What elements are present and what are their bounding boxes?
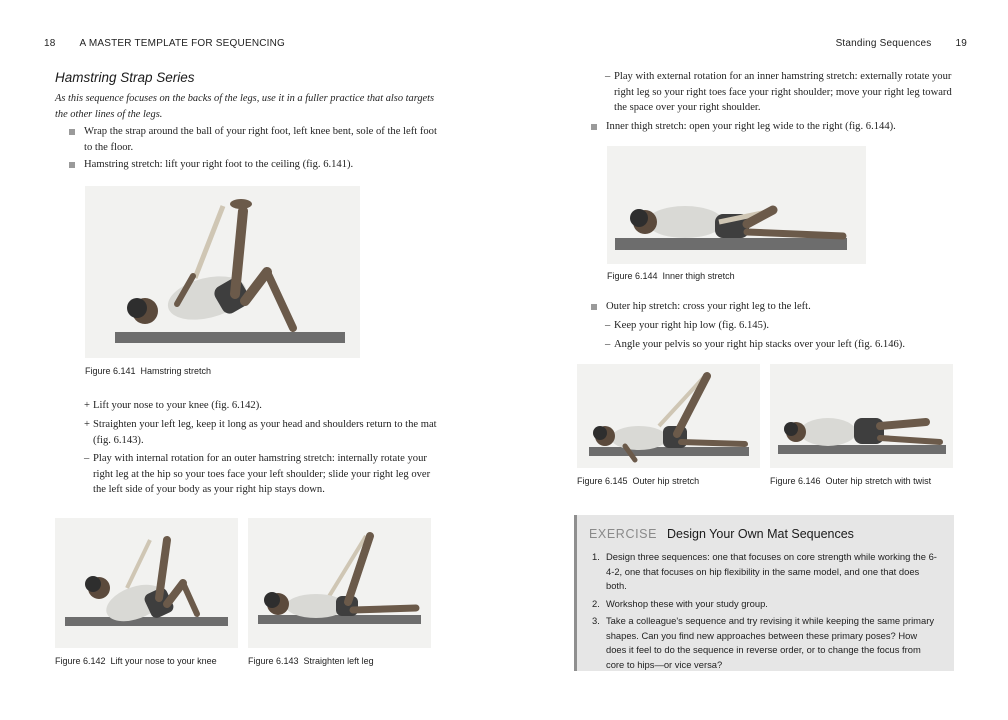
figure-6-146-photo	[770, 364, 953, 468]
bullet-text: Inner thigh stretch: open your right leg wide to the right (fig. 6.144).	[606, 121, 896, 132]
bullet-item	[591, 119, 956, 135]
dash-marker: –	[84, 453, 90, 464]
bullet-item	[591, 299, 956, 315]
right-running-header	[836, 38, 967, 49]
sub-item-text: Play with internal rotation for an outer hamstring stretch: internally rotate your right leg at the hip so your toes face your left shoulder; slide your right leg over the left side of your body as your right hip stays down.	[93, 453, 431, 495]
sub-item	[84, 398, 439, 414]
plus-marker: +	[84, 400, 90, 411]
dash-marker: –	[605, 320, 611, 331]
section-title: Hamstring Strap Series	[55, 70, 195, 85]
sub-item	[605, 69, 957, 116]
bullet-item	[69, 157, 439, 173]
straighten-left-leg-illustration	[248, 518, 431, 648]
square-bullet-icon	[591, 124, 597, 130]
figure-6-143-photo	[248, 518, 431, 648]
figure-caption-text: Outer hip stretch	[632, 476, 700, 486]
square-bullet-icon	[69, 162, 75, 168]
sub-item	[605, 318, 957, 334]
figure-label: Figure 6.141	[85, 366, 136, 376]
exercise-item	[589, 597, 940, 612]
figure-6-146-caption	[770, 476, 931, 486]
sub-item	[84, 417, 439, 448]
exercise-item-text: Design three sequences: one that focuses on core strength while working the 6-4-2, one that focuses on hip flexibility in the same model, and one that does both.	[606, 551, 937, 591]
right-header-title: Standing Sequences	[835, 38, 932, 49]
nose-to-knee-illustration	[55, 518, 238, 648]
exercise-item-number: 3.	[592, 615, 600, 626]
exercise-item-text: Take a colleague's sequence and try revising it while keeping the same primary shapes. Can you find new approaches between these primary poses? How does it feel to do the sequence in reverse order, or to change the focus from core to hips—or vice versa?	[606, 615, 935, 670]
figure-6-144-caption	[607, 271, 735, 281]
figure-label: Figure 6.146	[770, 476, 821, 486]
sub-item-text: Angle your pelvis so your right hip stacks over your left (fig. 6.146).	[614, 339, 905, 350]
exercise-panel	[574, 515, 954, 671]
right-page-number: 19	[955, 38, 967, 49]
left-page-number: 18	[44, 38, 56, 49]
exercise-item-text: Workshop these with your study group.	[606, 597, 768, 609]
sub-item-text: Keep your right hip low (fig. 6.145).	[614, 320, 770, 331]
figure-caption-text: Hamstring stretch	[140, 366, 212, 376]
sub-item	[84, 451, 439, 498]
exercise-title: Design Your Own Mat Sequences	[667, 527, 854, 541]
outer-hip-twist-illustration	[770, 364, 953, 468]
sub-item-text: Play with external rotation for an inner hamstring stretch: externally rotate your right leg so your right toes face your right shoulder; move your right leg toward the space over your right shoulder.	[614, 71, 952, 113]
inner-thigh-stretch-illustration	[607, 146, 866, 264]
figure-6-142-photo	[55, 518, 238, 648]
sub-item	[605, 337, 957, 353]
figure-caption-text: Inner thigh stretch	[662, 271, 735, 281]
figure-6-142-caption	[55, 656, 217, 666]
figure-caption-text: Outer hip stretch with twist	[825, 476, 932, 486]
left-running-header	[44, 38, 285, 49]
sub-item-text: Lift your nose to your knee (fig. 6.142).	[93, 400, 262, 411]
figure-6-145-caption	[577, 476, 699, 486]
figure-6-145-photo	[577, 364, 760, 468]
exercise-list	[589, 550, 940, 672]
figure-label: Figure 6.145	[577, 476, 628, 486]
hamstring-stretch-illustration	[85, 186, 360, 358]
exercise-item-number: 2.	[592, 597, 600, 609]
bullet-text: Hamstring stretch: lift your right foot to the ceiling (fig. 6.141).	[84, 159, 354, 170]
square-bullet-icon	[69, 129, 75, 135]
plus-marker: +	[84, 419, 90, 430]
square-bullet-icon	[591, 304, 597, 310]
dash-marker: –	[605, 71, 611, 82]
figure-label: Figure 6.142	[55, 656, 106, 666]
exercise-heading	[589, 527, 940, 541]
figure-6-143-caption	[248, 656, 374, 666]
exercise-item-number: 1.	[592, 551, 600, 562]
outer-hip-stretch-illustration	[577, 364, 760, 468]
exercise-item	[589, 614, 940, 672]
exercise-item	[589, 550, 940, 594]
left-header-title: A MASTER TEMPLATE FOR SEQUENCING	[79, 38, 286, 49]
figure-label: Figure 6.143	[248, 656, 299, 666]
figure-6-144-photo	[607, 146, 866, 264]
section-intro: As this sequence focuses on the backs of the legs, use it in a fuller practice that also targets the other lines of the legs.	[55, 93, 435, 120]
bullet-text: Outer hip stretch: cross your right leg to the left.	[606, 301, 811, 312]
sub-item-text: Straighten your left leg, keep it long as your head and shoulders return to the mat (fig. 6.143).	[93, 419, 437, 446]
bullet-item	[69, 124, 439, 155]
exercise-keyword: EXERCISE	[589, 527, 658, 541]
dash-marker: –	[605, 339, 611, 350]
figure-6-141-photo	[85, 186, 360, 358]
figure-caption-text: Lift your nose to your knee	[110, 656, 217, 666]
figure-6-141-caption	[85, 366, 211, 376]
figure-label: Figure 6.144	[607, 271, 658, 281]
figure-caption-text: Straighten left leg	[303, 656, 374, 666]
bullet-text: Wrap the strap around the ball of your right foot, left knee bent, sole of the left foot to the floor.	[84, 126, 437, 153]
